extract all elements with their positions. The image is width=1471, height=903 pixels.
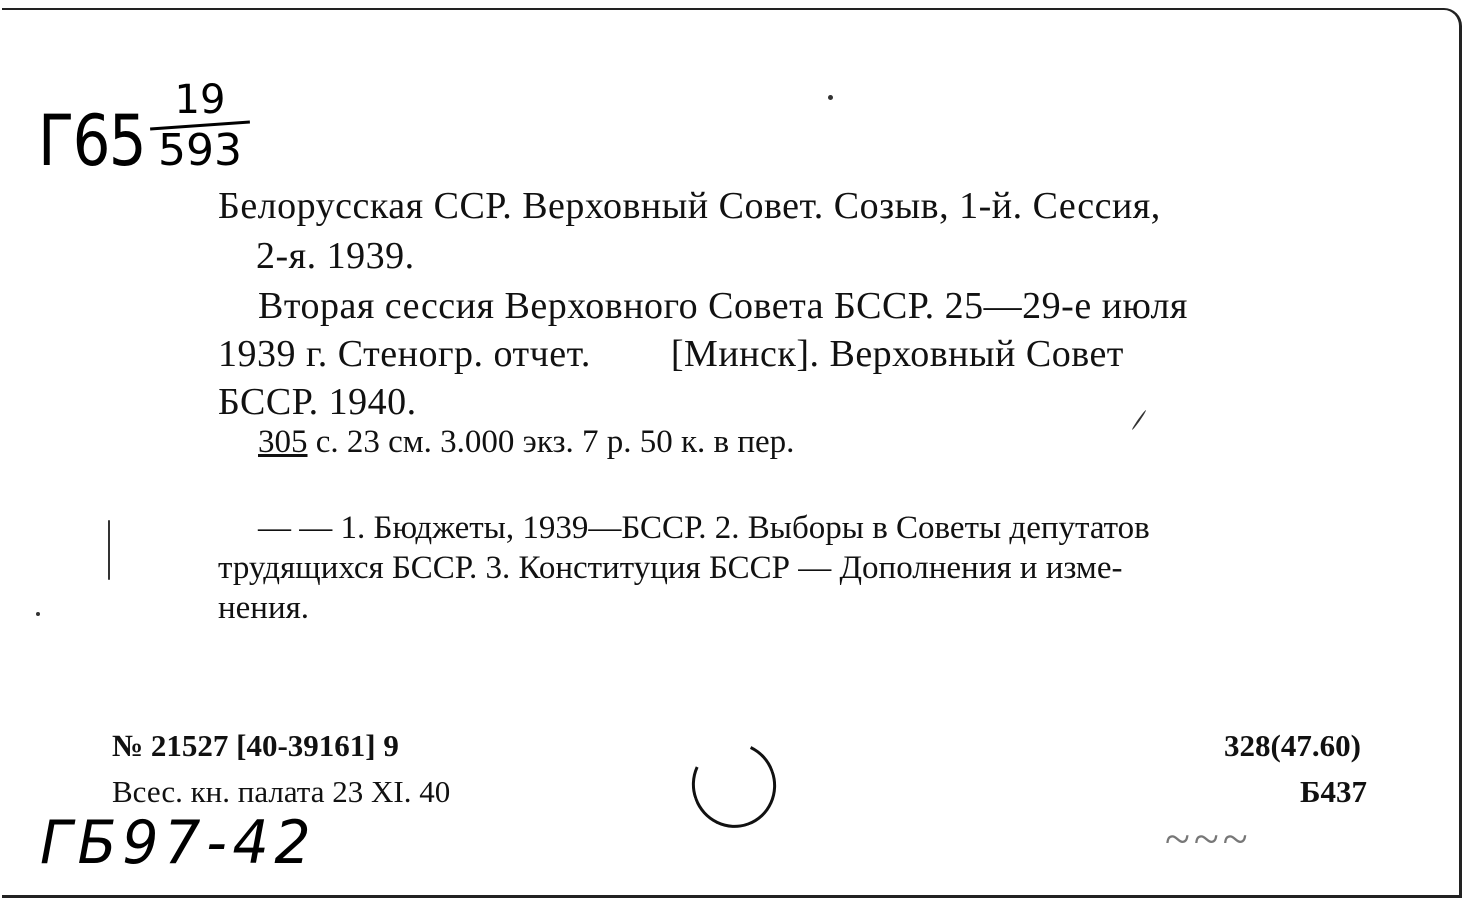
page-count: 305 bbox=[258, 424, 308, 460]
author-mark: Б437 bbox=[1300, 774, 1367, 809]
subjects-line-1: — — 1. Бюджеты, 1939—БССР. 2. Выборы в Советы депутатов bbox=[258, 510, 1150, 546]
shelfmark-denominator: 593 bbox=[158, 125, 242, 176]
subjects-line-3: нения. bbox=[218, 590, 310, 626]
title-line-3: БССР. 1940. bbox=[218, 381, 417, 423]
book-chamber: Всес. кн. палата 23 XI. 40 bbox=[112, 774, 451, 809]
title-line-1: Вторая сессия Верховного Совета БССР. 25—29-е июля bbox=[258, 285, 1188, 327]
heading-line-2: 2-я. 1939. bbox=[256, 235, 415, 277]
shelfmark-main: Г65 bbox=[38, 100, 145, 182]
collation-details: с. 23 см. 3.000 экз. 7 р. 50 к. в пер. bbox=[315, 424, 795, 460]
collation bbox=[258, 424, 794, 461]
shelfmark-fraction bbox=[150, 77, 250, 176]
speck bbox=[36, 612, 40, 616]
record-number: № 21527 [40-39161] 9 bbox=[112, 728, 399, 763]
speck bbox=[108, 520, 110, 580]
speck bbox=[828, 95, 833, 100]
subjects-line-2: трудящихся БССР. 3. Конституция БССР — Дополнения и изме- bbox=[218, 550, 1123, 586]
shelfmark-numerator: 19 bbox=[174, 77, 226, 123]
handwritten-note: ГБ97-42 bbox=[40, 808, 317, 878]
heading-line-1: Белорусская ССР. Верховный Совет. Созыв, 1-й. Сессия, bbox=[218, 185, 1161, 227]
classification: 328(47.60) bbox=[1224, 728, 1361, 763]
title-line-2: 1939 г. Стеногр. отчет. [Минск]. Верховный Совет bbox=[218, 333, 1124, 375]
faint-smudge-mark: ~~~ bbox=[1165, 813, 1252, 864]
